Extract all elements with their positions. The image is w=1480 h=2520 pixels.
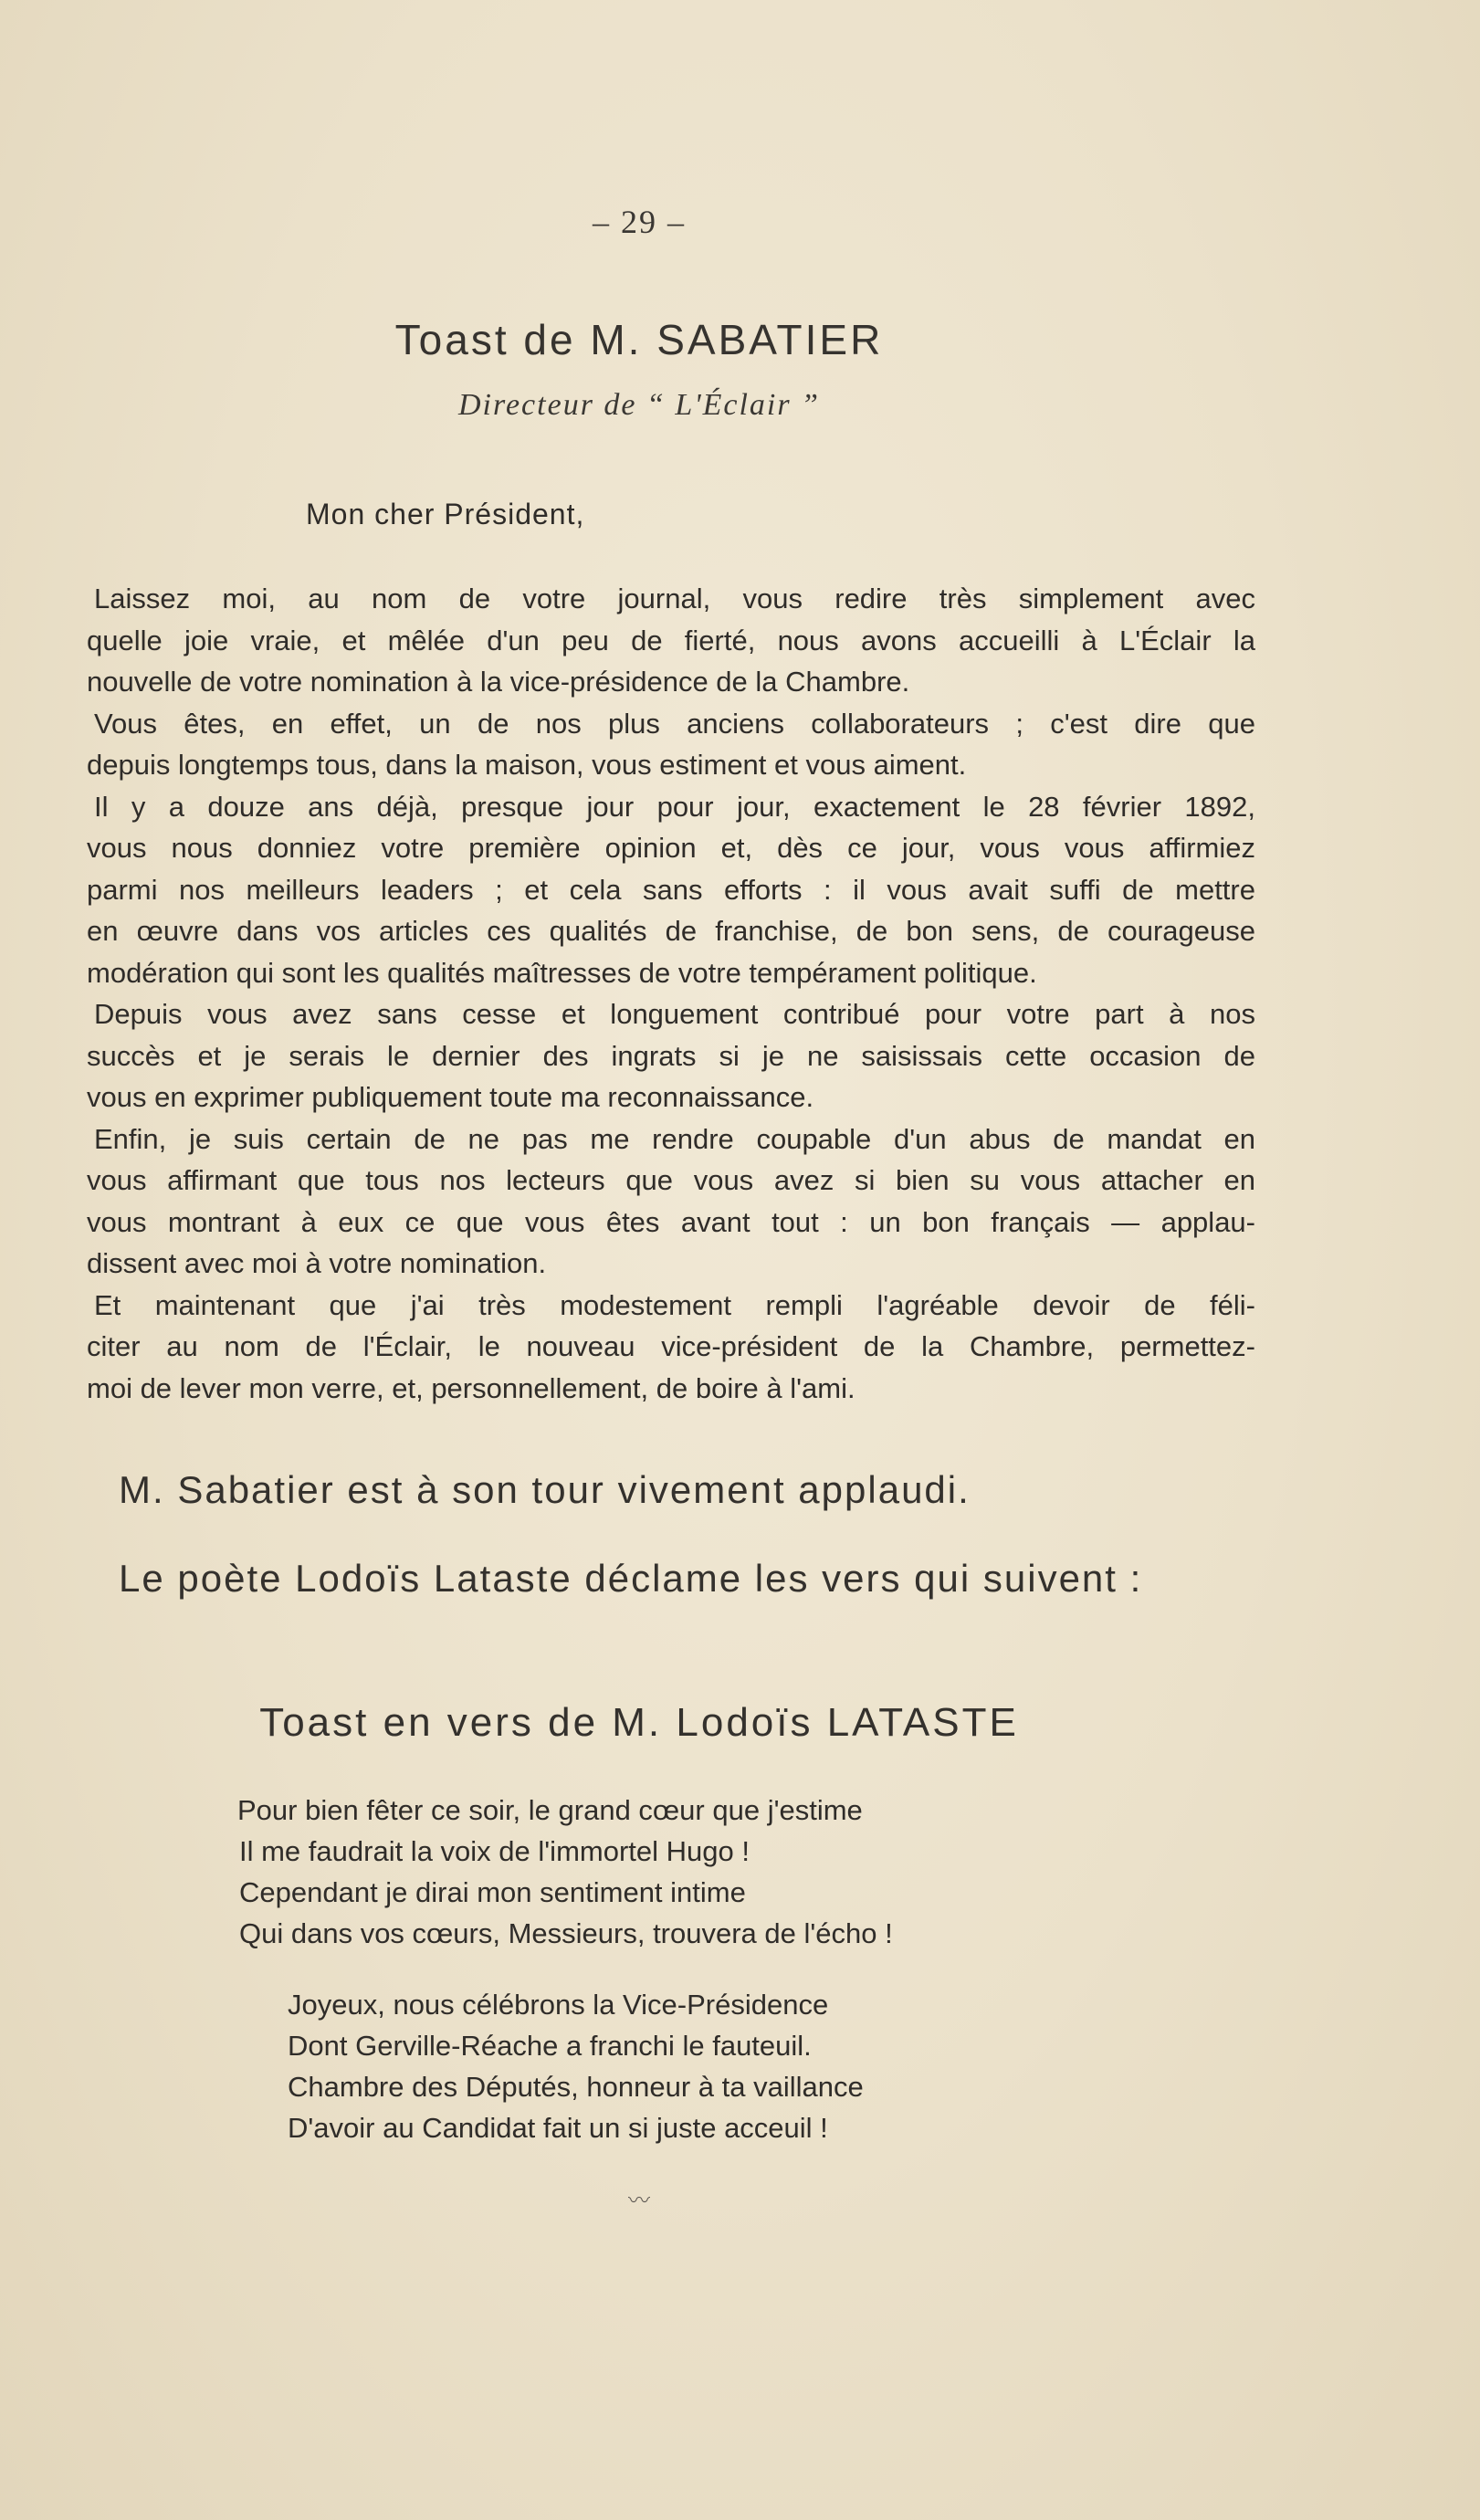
letter-line: Laissez moi, au nom de votre journal, vous redire très simplement avec [94,583,1255,614]
verse-line: Dont Gerville-Réache a franchi le fauteuil. [288,2030,812,2062]
letter-line: vous en exprimer publiquement toute ma reconnaissance. [87,1081,814,1113]
letter-line: modération qui sont les qualités maîtresses de votre tempérament politique. [87,956,1037,989]
letter-line: Et maintenant que j'ai très modestement rempli l'agréable devoir de féli- [94,1288,1255,1321]
stanza-2 [288,1984,864,2148]
verse-title: Toast en vers de M. Lodoïs LATASTE [259,1700,1019,1745]
letter-line: Il y a douze ans déjà, presque jour pour jour, exactement le 28 février 1892, [94,790,1255,823]
letter-line: dissent avec moi à votre nomination. [87,1247,547,1279]
poet-intro: Le poète Lodoïs Lataste déclame les vers qui suivent : [119,1557,1143,1600]
verse-line: Pour bien fêter ce soir, le grand cœur que j'estime [237,1794,863,1826]
stanza-1 [237,1790,893,1954]
applause-note: M. Sabatier est à son tour vivement applaudi. [119,1468,971,1511]
verse-line: Joyeux, nous célébrons la Vice-Présidence [288,1989,829,2021]
verse-line: Qui dans vos cœurs, Messieurs, trouvera de l'écho ! [239,1917,893,1949]
verse-line: Cependant je dirai mon sentiment intime [239,1876,746,1908]
letter-line: succès et je serais le dernier des ingrats si je ne saisissais cette occasion de [87,1039,1255,1072]
letter-body [87,578,1255,1409]
verse-line: Il me faudrait la voix de l'immortel Hugo ! [239,1835,750,1867]
letter-line: parmi nos meilleurs leaders ; et cela sans efforts : il vous avait suffi de mettre [87,873,1255,906]
letter-line: Depuis vous avez sans cesse et longuement contribué pour votre part à nos [94,998,1255,1030]
verse-line: Chambre des Députés, honneur à ta vaillance [288,2071,864,2103]
letter-line: depuis longtemps tous, dans la maison, vous estiment et vous aiment. [87,749,967,781]
salutation: Mon cher Président, [306,498,585,530]
letter-line: moi de lever mon verre, et, personnellement, de boire à l'ami. [87,1371,855,1404]
toast-subtitle: Directeur de “ L'Éclair ” [458,388,820,422]
letter-line: vous affirmant que tous nos lecteurs que vous avez si bien su vous attacher en [87,1164,1255,1196]
page-number: – 29 – [593,204,686,240]
letter-line: citer au nom de l'Éclair, le nouveau vice-président de la Chambre, permettez- [87,1330,1255,1362]
letter-line: en œuvre dans vos articles ces qualités de franchise, de bon sens, de courageuse [87,915,1255,947]
letter-line: Enfin, je suis certain de ne pas me rendre coupable d'un abus de mandat en [94,1122,1255,1155]
letter-line: nouvelle de votre nomination à la vice-présidence de la Chambre. [87,666,910,698]
letter-line: vous montrant à eux ce que vous êtes avant tout : un bon français — applau- [87,1205,1255,1238]
verse-line: D'avoir au Candidat fait un si juste acceuil ! [288,2112,828,2144]
letter-line: quelle joie vraie, et mêlée d'un peu de fierté, nous avons accueilli à L'Éclair la [87,624,1255,656]
letter-line: Vous êtes, en effet, un de nos plus anciens collaborateurs ; c'est dire que [94,707,1255,740]
letter-line: vous nous donniez votre première opinion et, dès ce jour, vous vous affirmiez [87,832,1255,864]
wave-ornament-icon: 〰 [628,2188,650,2213]
toast-title: Toast de M. SABATIER [394,316,884,363]
